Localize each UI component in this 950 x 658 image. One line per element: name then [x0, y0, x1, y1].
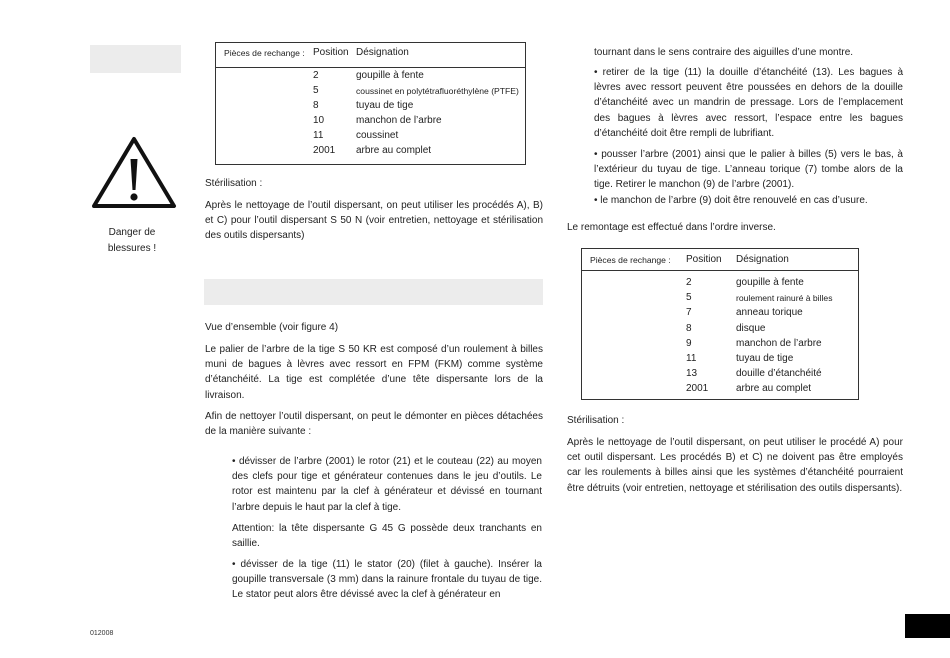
row-designation: arbre au complet — [736, 383, 812, 394]
row-position: 8 — [313, 100, 319, 111]
row-designation: douille d’étanchéité — [736, 368, 822, 379]
row-position: 13 — [686, 368, 698, 379]
row-designation: roulement rainuré à billes — [736, 293, 833, 303]
row-position: 8 — [686, 323, 692, 334]
warning-triangle-icon — [90, 135, 178, 210]
table-header — [582, 249, 858, 271]
row-designation: manchon de l’arbre — [356, 115, 442, 126]
sterilisation-heading-1: Stérilisation : — [205, 178, 263, 189]
para-disassembly: Afin de nettoyer l’outil dispersant, on peut le démonter en pièces détachées de la manière suivante : — [205, 411, 543, 438]
warning-label — [96, 225, 168, 257]
margin-gray-box — [90, 45, 181, 73]
reassembly-text: Le remontage est effectué dans l’ordre inverse. — [567, 222, 776, 233]
row-designation: anneau torique — [736, 307, 803, 318]
row-designation: tuyau de tige — [736, 353, 794, 364]
row-designation: coussinet en polytétrafluoréthylène (PTFE) — [356, 86, 519, 96]
row-position: 7 — [686, 307, 692, 318]
row-designation: tuyau de tige — [356, 100, 414, 111]
table-header — [216, 43, 525, 68]
sterilisation-text-1: Après le nettoyage de l’outil dispersant, on peut utiliser les procédés A), B) et C) pour l’outil dispersant S 50 N (voir entretien, nettoyage et stérilisation des outils dispersants) — [205, 200, 543, 242]
warning-label-line2: blessures ! — [107, 243, 157, 254]
row-designation: goupille à fente — [356, 70, 424, 81]
warning-label-line1: Danger de — [108, 227, 156, 238]
sterilisation-heading-2: Stérilisation : — [567, 415, 625, 426]
sterilisation-text-2: Après le nettoyage de l’outil dispersant, on peut utiliser le procédé A) pour cet outil dispersant. Les procédés B) et C) ne doivent pas être employés car les roulements à billes ainsi que les systèmes d’étanchéité pourraient être détruits (voir entretien, nettoyage et stérilisation des outils dispersants). — [567, 437, 903, 494]
header-position: Position — [686, 254, 722, 265]
para-bearing: Le palier de l’arbre de la tige S 50 KR est composé d’un roulement à billes muni de bagues à lèvres avec ressort en FPM (FKM) comme système d’étanchéité. La tige est complétée d’une tête dispersante lors de la livraison. — [205, 344, 543, 401]
header-designation: Désignation — [736, 254, 789, 265]
bullet-shaft: • pousser l’arbre (2001) ainsi que le palier à billes (5) vers le bas, à l’extérieur du tuyau de tige. L’anneau torique (7) tombe alors de la tige. Retirer le manchon (9) de l’arbre (2001). — [594, 149, 903, 191]
header-designation: Désignation — [356, 47, 409, 58]
header-position: Position — [313, 47, 349, 58]
bullet-stator: • dévisser de la tige (11) le stator (20) (filet à gauche). Insérer la goupille transversale (3 mm) dans la rainure frontale du tuyau de tige. Le stator peut alors être dévissé avec la clef à générateur en — [232, 559, 542, 601]
row-position: 11 — [686, 353, 697, 364]
row-designation: arbre au complet — [356, 145, 432, 156]
row-position: 2001 — [313, 145, 336, 156]
bullet-rotor: • dévisser de l’arbre (2001) le rotor (21) et le couteau (22) au moyen des clefs pour tige et générateur contenues dans le jeu d’outils. Le rotor est maintenu par la clef à générateur et dévissé en tournant l’arbre depuis le haut par la clef à tige. — [232, 456, 542, 513]
row-designation: goupille à fente — [736, 277, 804, 288]
overview-heading: Vue d’ensemble (voir figure 4) — [205, 322, 339, 333]
row-position: 2 — [313, 70, 319, 81]
spare-parts-table-2 — [581, 248, 859, 400]
row-position: 9 — [686, 338, 692, 349]
header-label: Pièces de rechange : — [224, 48, 305, 58]
page-tab-marker — [905, 614, 950, 638]
row-position: 2 — [686, 277, 692, 288]
row-position: 11 — [313, 130, 324, 141]
attention-note: Attention: la tête dispersante G 45 G possède deux tranchants en saillie. — [232, 523, 542, 550]
row-position: 5 — [313, 85, 319, 96]
row-designation: coussinet — [356, 130, 399, 141]
spare-parts-table-1 — [215, 42, 526, 165]
bullet-sleeve-wear: • le manchon de l’arbre (9) doit être renouvelé en cas d’usure. — [594, 195, 868, 206]
bullet-seal-sleeve: • retirer de la tige (11) la douille d’étanchéité (13). Les bagues à lèvres avec ressort peuvent être poussées en dehors de la douille d’étanchéité avec un mandrin de pressage. Lors de l’emplacement des bagues à lèvres avec ressort, l’espace entre les bagues d’étanchéité doit être rempli de lubrifiant. — [594, 67, 903, 139]
row-position: 10 — [313, 115, 325, 126]
row-designation: manchon de l’arbre — [736, 338, 822, 349]
section-heading-bar — [204, 279, 543, 305]
header-label: Pièces de rechange : — [590, 255, 671, 265]
row-position: 2001 — [686, 383, 709, 394]
row-position: 5 — [686, 292, 692, 303]
footer-code: 012008 — [90, 630, 114, 637]
continuation-text: tournant dans le sens contraire des aiguilles d’une montre. — [594, 47, 854, 58]
row-designation: disque — [736, 323, 766, 334]
